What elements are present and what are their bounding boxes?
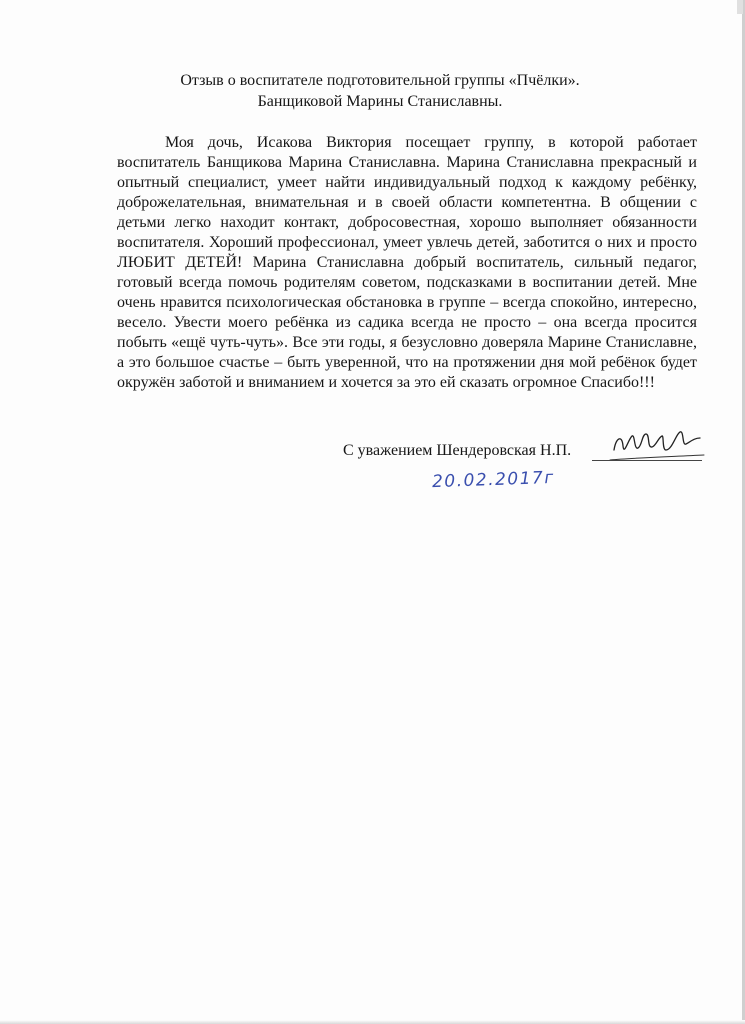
closing-line: С уважением Шендеровская Н.П. — [343, 442, 572, 459]
title-line-2: Банщиковой Марины Станиславны. — [257, 93, 503, 110]
handwritten-date: 20.02.2017г — [431, 467, 556, 493]
scan-corner-mark — [737, 0, 743, 14]
handwritten-signature — [592, 420, 712, 472]
document-title — [150, 70, 610, 112]
review-body: Моя дочь, Исакова Виктория посещает группу, в которой работает воспитатель Банщикова Марина Станиславна. Марина Станиславна прекрасный и опытный специалист, умеет найти индивидуальный подход к каждому ребёнку, доброжелательная, внимательная и в своей области компетентна. В общении с детьми легко находит контакт, добросовестная, хорошо выполняет обязанности воспитателя. Хороший профессионал, умеет увлечь детей, заботится о них и просто ЛЮБИТ ДЕТЕЙ! Марина Станиславна добрый воспитатель, сильный педагог, готовый всегда помочь родителям советом, подсказками в воспитании детей. Мне очень нравится психологическая обстановка в группе – всегда спокойно, интересно, весело. Увести моего ребёнка из садика всегда не просто – она всегда просится побыть «ещё чуть-чуть». Все эти годы, я безусловно доверяла Марине Станиславне, а это большое счастье – быть уверенной, что на протяжении дня мой ребёнок будет окружён заботой и вниманием и хочется за это ей сказать огромное Спасибо!!! — [117, 134, 697, 391]
signature-underline — [592, 460, 702, 461]
scan-edge-bottom — [0, 1020, 745, 1024]
title-line-1: Отзыв о воспитателе подготовительной группы «Пчёлки». — [180, 72, 580, 89]
